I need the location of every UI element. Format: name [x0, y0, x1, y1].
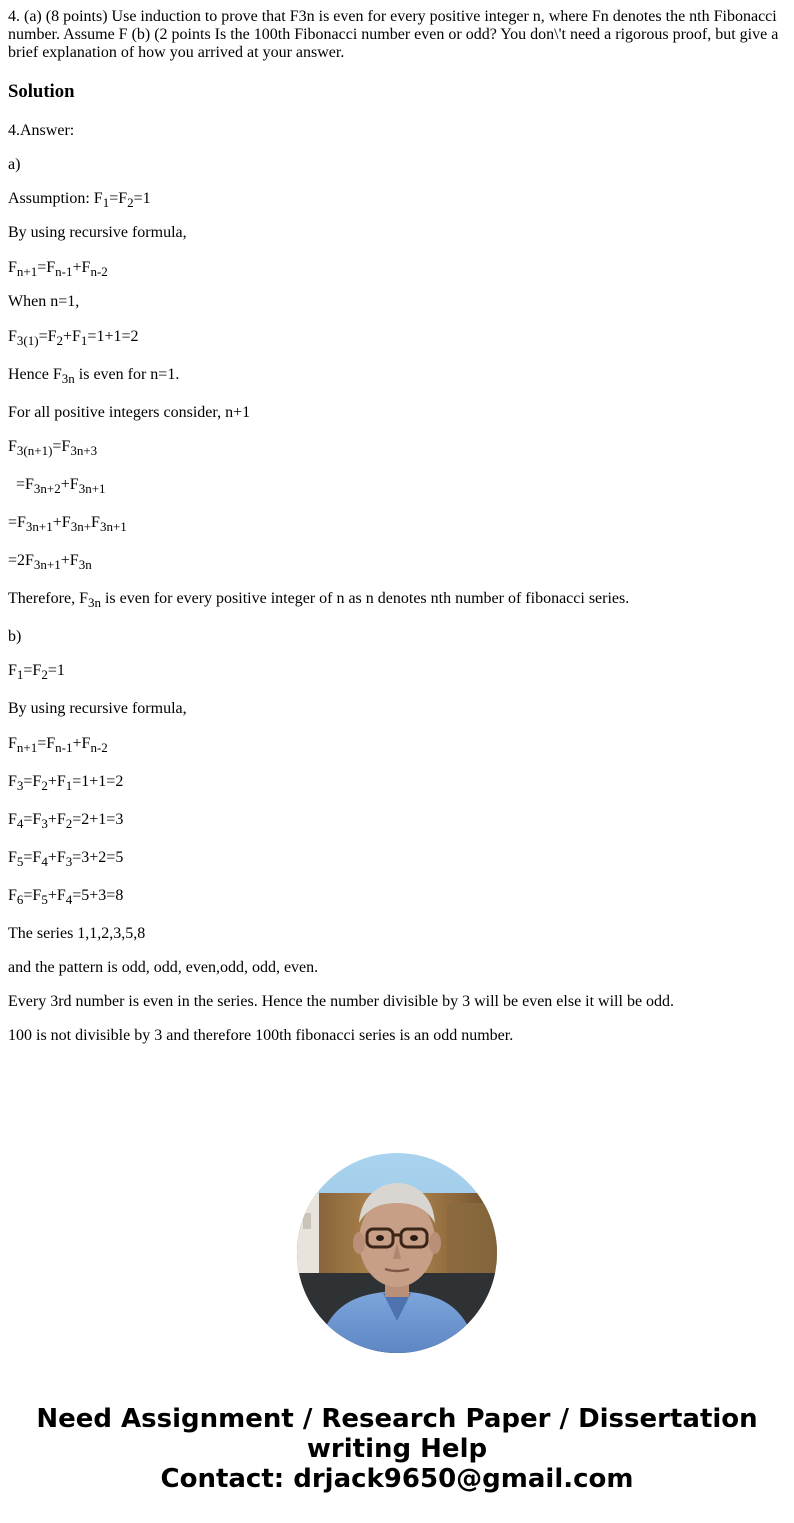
- series-line: The series 1,1,2,3,5,8: [8, 925, 146, 942]
- hence-line: Hence $F_{3n}$ is even for n=1.: [8, 366, 180, 386]
- for-all-line: For all positive integers consider, n+1: [8, 404, 251, 421]
- footer-contact: [0, 1404, 794, 1494]
- f4-equation: $F_4=F_3+F_2=2+1=3$: [8, 811, 124, 831]
- recursive-formula-text-b: By using recursive formula,: [8, 700, 187, 717]
- therefore-line: Therefore, $F_{3n}$ is even for every positive integer of n as n denotes nth number of fibonacci series.: [8, 590, 630, 610]
- pattern-line: and the pattern is odd, odd, even,odd, odd, even.: [8, 959, 319, 976]
- assumption-line: Assumption: $F_1=F_2=1$: [8, 190, 151, 210]
- base-values-b: $F_1=F_2=1$: [8, 662, 65, 682]
- footer-line-2: writing Help: [306, 1434, 488, 1464]
- recursive-formula-b: $F_{n+1}=F_{n-1}+F_{n-2}$: [8, 735, 108, 755]
- f6-equation: $F_6=F_5+F_4=5+3=8$: [8, 887, 124, 907]
- part-a-label: a): [8, 156, 21, 173]
- answer-intro: 4.Answer:: [8, 122, 75, 139]
- part-b-label: b): [8, 628, 22, 645]
- inductive-step-2: $=F_{3n+2}+F_{3n+1}$: [8, 476, 106, 496]
- inductive-step-4: $=2F_{3n+1}+F_{3n}$: [8, 552, 92, 572]
- inductive-step-1: $F_{3(n+1)}=F_{3n+3}$: [8, 438, 98, 458]
- footer-line-1: Need Assignment / Research Paper / Dissertation: [36, 1404, 758, 1434]
- base-case-equation: $F_{3(1)}=F_2+F_1=1+1=2$: [8, 328, 139, 348]
- every-third-line: Every 3rd number is even in the series. Hence the number divisible by 3 will be even else it will be odd.: [8, 993, 675, 1010]
- conclusion-line: 100 is not divisible by 3 and therefore 100th fibonacci series is an odd number.: [8, 1027, 514, 1044]
- when-n1-text: When n=1,: [8, 293, 80, 310]
- footer-contact-line: Contact: drjack9650@gmail.com: [160, 1464, 634, 1494]
- question-text: 4. (a) (8 points) Use induction to prove that F3n is even for every positive integer n, where Fn denotes the nth Fibonacci number. Assume F (b) (2 points Is the 100th Fibonacci number even or odd? You don\'t need a rigorous proof, but give a brief explanation of how you arrived at your answer.: [8, 8, 779, 61]
- f3-equation: $F_3=F_2+F_1=1+1=2$: [8, 773, 124, 793]
- solution-heading: Solution: [8, 81, 75, 102]
- inductive-step-3: $=F_{3n+1}+F_{3n+}F_{3n+1}$: [8, 514, 127, 534]
- recursive-formula-a: $F_{n+1}=F_{n-1}+F_{n-2}$: [8, 259, 108, 279]
- author-avatar: [297, 1153, 497, 1353]
- f5-equation: $F_5=F_4+F_3=3+2=5$: [8, 849, 124, 869]
- recursive-formula-text-a: By using recursive formula,: [8, 224, 187, 241]
- document-body: [8, 8, 786, 1045]
